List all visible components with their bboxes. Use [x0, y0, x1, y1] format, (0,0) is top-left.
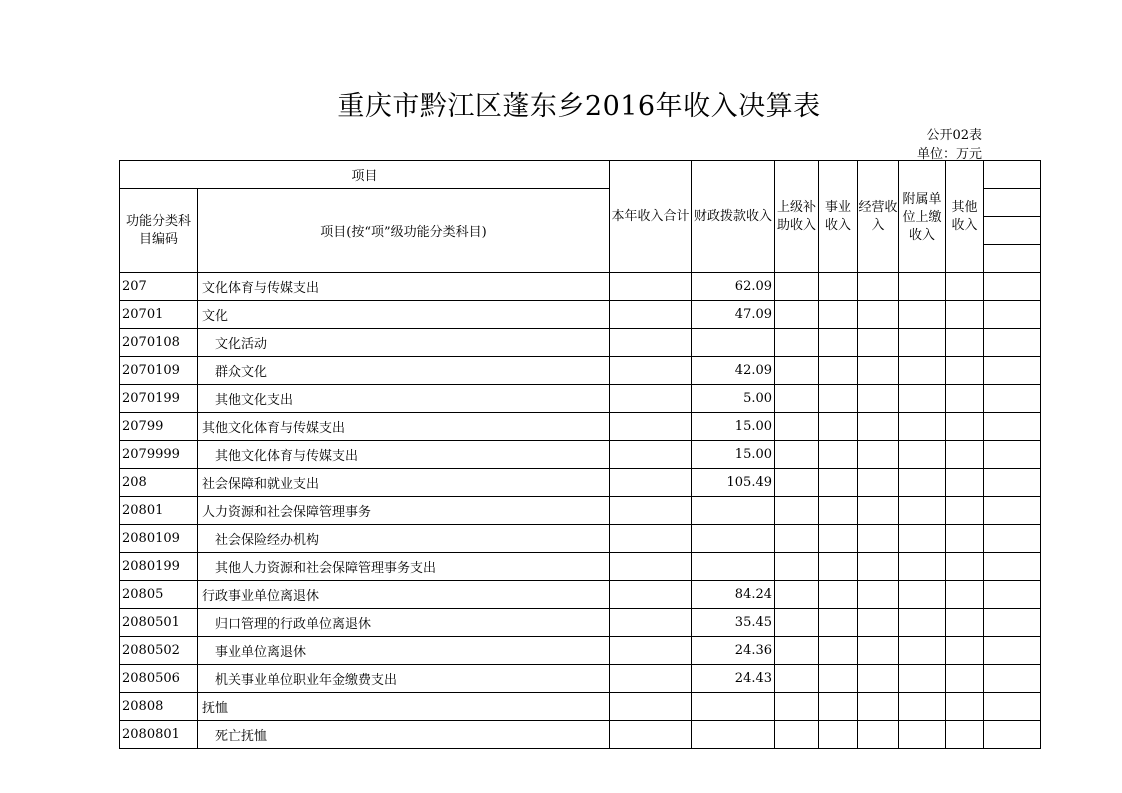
table-row: [120, 469, 1041, 497]
row-subsidy: [775, 329, 819, 357]
row-other: [946, 665, 984, 693]
row-code: 20701: [120, 301, 198, 329]
row-fiscal: 24.36: [692, 637, 775, 665]
row-blank-cell: [984, 721, 1041, 749]
row-subsidy: [775, 721, 819, 749]
row-name: 归口管理的行政单位离退休: [198, 609, 610, 637]
row-operating: [858, 301, 899, 329]
row-affiliated: [899, 609, 946, 637]
row-fiscal: 15.00: [692, 413, 775, 441]
header-fiscal: 财政拨款收入: [692, 161, 775, 273]
row-operating: [858, 581, 899, 609]
row-fiscal: 5.00: [692, 385, 775, 413]
row-other: [946, 385, 984, 413]
row-total: [610, 301, 692, 329]
table-row: [120, 581, 1041, 609]
row-other: [946, 357, 984, 385]
row-business: [819, 329, 858, 357]
header-other: 其他收入: [946, 161, 984, 273]
row-other: [946, 609, 984, 637]
row-subsidy: [775, 469, 819, 497]
table-row: [120, 329, 1041, 357]
row-business: [819, 441, 858, 469]
row-fiscal: 42.09: [692, 357, 775, 385]
header-row-1: [120, 161, 1041, 189]
row-fiscal: [692, 497, 775, 525]
row-name: 社会保障和就业支出: [198, 469, 610, 497]
row-total: [610, 525, 692, 553]
row-affiliated: [899, 665, 946, 693]
row-business: [819, 357, 858, 385]
table-row: [120, 497, 1041, 525]
row-code: 208: [120, 469, 198, 497]
row-business: [819, 665, 858, 693]
row-code: 2080199: [120, 553, 198, 581]
row-other: [946, 525, 984, 553]
row-fiscal: [692, 693, 775, 721]
row-subsidy: [775, 385, 819, 413]
table-row: [120, 553, 1041, 581]
row-name: 其他人力资源和社会保障管理事务支出: [198, 553, 610, 581]
row-total: [610, 273, 692, 301]
table-row: [120, 637, 1041, 665]
row-fiscal: 105.49: [692, 469, 775, 497]
row-affiliated: [899, 469, 946, 497]
row-operating: [858, 665, 899, 693]
header-blank-cell: [984, 161, 1041, 189]
table-row: [120, 721, 1041, 749]
row-code: 2070109: [120, 357, 198, 385]
header-item-group: 项目: [120, 161, 610, 189]
row-blank-cell: [984, 497, 1041, 525]
row-affiliated: [899, 329, 946, 357]
row-blank-cell: [984, 553, 1041, 581]
row-affiliated: [899, 693, 946, 721]
row-total: [610, 385, 692, 413]
row-code: 20808: [120, 693, 198, 721]
row-name: 其他文化体育与传媒支出: [198, 441, 610, 469]
row-operating: [858, 637, 899, 665]
row-business: [819, 721, 858, 749]
row-subsidy: [775, 301, 819, 329]
row-blank-cell: [984, 637, 1041, 665]
row-fiscal: 24.43: [692, 665, 775, 693]
header-operating: 经营收入: [858, 161, 899, 273]
row-code: 2080109: [120, 525, 198, 553]
header-blank-cell: [984, 217, 1041, 245]
table-row: [120, 665, 1041, 693]
row-other: [946, 301, 984, 329]
row-code: 207: [120, 273, 198, 301]
row-blank-cell: [984, 525, 1041, 553]
row-operating: [858, 357, 899, 385]
row-operating: [858, 413, 899, 441]
row-fiscal: [692, 553, 775, 581]
row-total: [610, 553, 692, 581]
row-other: [946, 553, 984, 581]
row-name: 机关事业单位职业年金缴费支出: [198, 665, 610, 693]
row-blank-cell: [984, 273, 1041, 301]
row-affiliated: [899, 497, 946, 525]
row-other: [946, 441, 984, 469]
header-business: 事业收入: [819, 161, 858, 273]
row-blank-cell: [984, 693, 1041, 721]
row-subsidy: [775, 413, 819, 441]
table-row: [120, 693, 1041, 721]
row-blank-cell: [984, 357, 1041, 385]
row-other: [946, 693, 984, 721]
row-code: 2080502: [120, 637, 198, 665]
row-blank-cell: [984, 385, 1041, 413]
row-other: [946, 637, 984, 665]
row-code: 20805: [120, 581, 198, 609]
row-blank-cell: [984, 441, 1041, 469]
row-blank-cell: [984, 469, 1041, 497]
row-affiliated: [899, 273, 946, 301]
row-business: [819, 637, 858, 665]
row-business: [819, 469, 858, 497]
table-row: [120, 273, 1041, 301]
row-code: 2080506: [120, 665, 198, 693]
row-code: 2070108: [120, 329, 198, 357]
table-row: [120, 357, 1041, 385]
row-code: 20799: [120, 413, 198, 441]
table-body: [120, 273, 1041, 749]
row-other: [946, 273, 984, 301]
row-business: [819, 273, 858, 301]
row-affiliated: [899, 525, 946, 553]
row-blank-cell: [984, 665, 1041, 693]
row-blank-cell: [984, 301, 1041, 329]
row-business: [819, 609, 858, 637]
row-subsidy: [775, 581, 819, 609]
row-operating: [858, 497, 899, 525]
row-other: [946, 469, 984, 497]
row-operating: [858, 441, 899, 469]
row-fiscal: [692, 721, 775, 749]
row-subsidy: [775, 497, 819, 525]
row-name: 死亡抚恤: [198, 721, 610, 749]
row-total: [610, 609, 692, 637]
row-operating: [858, 609, 899, 637]
row-operating: [858, 553, 899, 581]
row-subsidy: [775, 441, 819, 469]
row-business: [819, 413, 858, 441]
row-code: 2070199: [120, 385, 198, 413]
row-total: [610, 413, 692, 441]
row-total: [610, 637, 692, 665]
row-operating: [858, 693, 899, 721]
row-name: 文化活动: [198, 329, 610, 357]
row-operating: [858, 385, 899, 413]
row-business: [819, 525, 858, 553]
row-name: 其他文化体育与传媒支出: [198, 413, 610, 441]
row-operating: [858, 721, 899, 749]
row-affiliated: [899, 301, 946, 329]
income-table: [119, 160, 1041, 749]
row-code: 2080801: [120, 721, 198, 749]
table-row: [120, 301, 1041, 329]
table-row: [120, 385, 1041, 413]
row-code: 20801: [120, 497, 198, 525]
row-business: [819, 385, 858, 413]
row-name: 事业单位离退休: [198, 637, 610, 665]
row-total: [610, 441, 692, 469]
header-name: 项目(按“项”级功能分类科目): [198, 189, 610, 273]
row-fiscal: 35.45: [692, 609, 775, 637]
row-business: [819, 693, 858, 721]
row-fiscal: [692, 525, 775, 553]
row-subsidy: [775, 525, 819, 553]
row-total: [610, 469, 692, 497]
row-subsidy: [775, 273, 819, 301]
row-name: 抚恤: [198, 693, 610, 721]
row-affiliated: [899, 721, 946, 749]
row-affiliated: [899, 637, 946, 665]
header-blank-cell: [984, 189, 1041, 217]
form-number: 公开02表: [926, 128, 982, 143]
row-total: [610, 357, 692, 385]
header-blank-cell: [984, 245, 1041, 273]
row-subsidy: [775, 357, 819, 385]
row-subsidy: [775, 665, 819, 693]
row-fiscal: 84.24: [692, 581, 775, 609]
row-subsidy: [775, 693, 819, 721]
row-other: [946, 413, 984, 441]
row-code: 2079999: [120, 441, 198, 469]
row-subsidy: [775, 609, 819, 637]
row-affiliated: [899, 413, 946, 441]
row-name: 文化体育与传媒支出: [198, 273, 610, 301]
row-total: [610, 693, 692, 721]
row-name: 文化: [198, 301, 610, 329]
row-blank-cell: [984, 329, 1041, 357]
row-name: 社会保险经办机构: [198, 525, 610, 553]
row-operating: [858, 525, 899, 553]
row-total: [610, 329, 692, 357]
row-operating: [858, 273, 899, 301]
row-name: 人力资源和社会保障管理事务: [198, 497, 610, 525]
page-title: 重庆市黔江区蓬东乡2016年收入决算表: [337, 91, 821, 122]
row-blank-cell: [984, 581, 1041, 609]
row-affiliated: [899, 553, 946, 581]
row-subsidy: [775, 553, 819, 581]
row-fiscal: 62.09: [692, 273, 775, 301]
row-other: [946, 721, 984, 749]
row-name: 行政事业单位离退休: [198, 581, 610, 609]
unit-label: 单位：万元: [916, 147, 982, 162]
header-subsidy: 上级补助收入: [775, 161, 819, 273]
row-total: [610, 721, 692, 749]
row-total: [610, 497, 692, 525]
table-row: [120, 525, 1041, 553]
row-name: 其他文化支出: [198, 385, 610, 413]
row-total: [610, 581, 692, 609]
table-row: [120, 609, 1041, 637]
row-business: [819, 581, 858, 609]
row-business: [819, 301, 858, 329]
row-fiscal: [692, 329, 775, 357]
table-row: [120, 413, 1041, 441]
row-other: [946, 581, 984, 609]
row-affiliated: [899, 385, 946, 413]
header-code: 功能分类科目编码: [120, 189, 198, 273]
header-affiliated: 附属单位上缴收入: [899, 161, 946, 273]
row-operating: [858, 329, 899, 357]
row-operating: [858, 469, 899, 497]
row-total: [610, 665, 692, 693]
row-business: [819, 497, 858, 525]
row-affiliated: [899, 357, 946, 385]
row-subsidy: [775, 637, 819, 665]
row-other: [946, 497, 984, 525]
header-total: 本年收入合计: [610, 161, 692, 273]
row-business: [819, 553, 858, 581]
row-blank-cell: [984, 609, 1041, 637]
table-row: [120, 441, 1041, 469]
row-affiliated: [899, 441, 946, 469]
row-fiscal: 15.00: [692, 441, 775, 469]
row-affiliated: [899, 581, 946, 609]
row-name: 群众文化: [198, 357, 610, 385]
row-blank-cell: [984, 413, 1041, 441]
row-fiscal: 47.09: [692, 301, 775, 329]
row-other: [946, 329, 984, 357]
row-code: 2080501: [120, 609, 198, 637]
